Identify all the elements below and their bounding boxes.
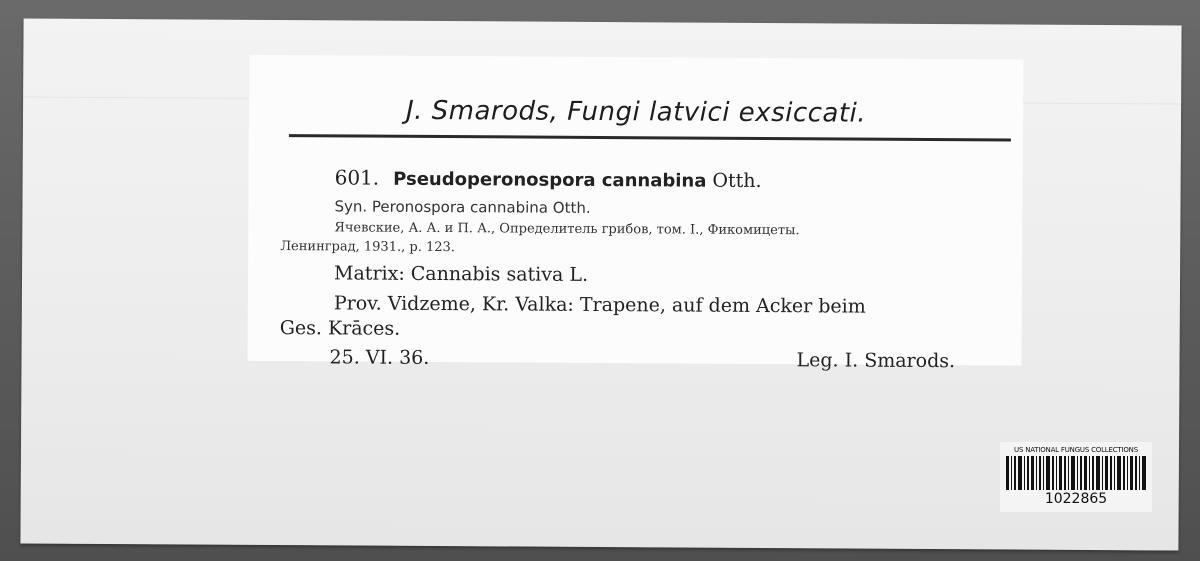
synonym-line: Syn. Peronospora cannabina Otth.: [334, 197, 591, 217]
barcode-icon: [1006, 456, 1146, 490]
specimen-number: 601.: [334, 165, 380, 190]
series-title: J. Smarods, Fungi latvici exsiccati.: [405, 95, 867, 129]
matrix-line: Matrix: Cannabis sativa L.: [333, 262, 589, 286]
collection-date: 25. VI. 36.: [329, 346, 430, 369]
provenance-line-1: Prov. Vidzeme, Kr. Valka: Trapene, auf dem Acker beim: [333, 292, 866, 318]
provenance-line-2: Ges. Krāces.: [279, 317, 401, 340]
reference-line-1: Ячевские, А. А. и П. А., Определитель грибов, том. І., Фикомицеты.: [334, 220, 800, 239]
taxon-name: Pseudoperonospora cannabina: [393, 168, 707, 192]
barcode-label: [1000, 442, 1152, 512]
taxon-author: Otth.: [712, 169, 762, 192]
collector-line: Leg. I. Smarods.: [796, 349, 956, 373]
barcode-institution: US NATIONAL FUNGUS COLLECTIONS: [1014, 446, 1138, 454]
barcode-number: 1022865: [1044, 491, 1108, 507]
specimen-label: [248, 55, 1024, 373]
title-rule: [289, 134, 1011, 141]
reference-line-2: Ленинград, 1931., р. 123.: [280, 239, 455, 256]
specimen-heading: [335, 165, 762, 192]
